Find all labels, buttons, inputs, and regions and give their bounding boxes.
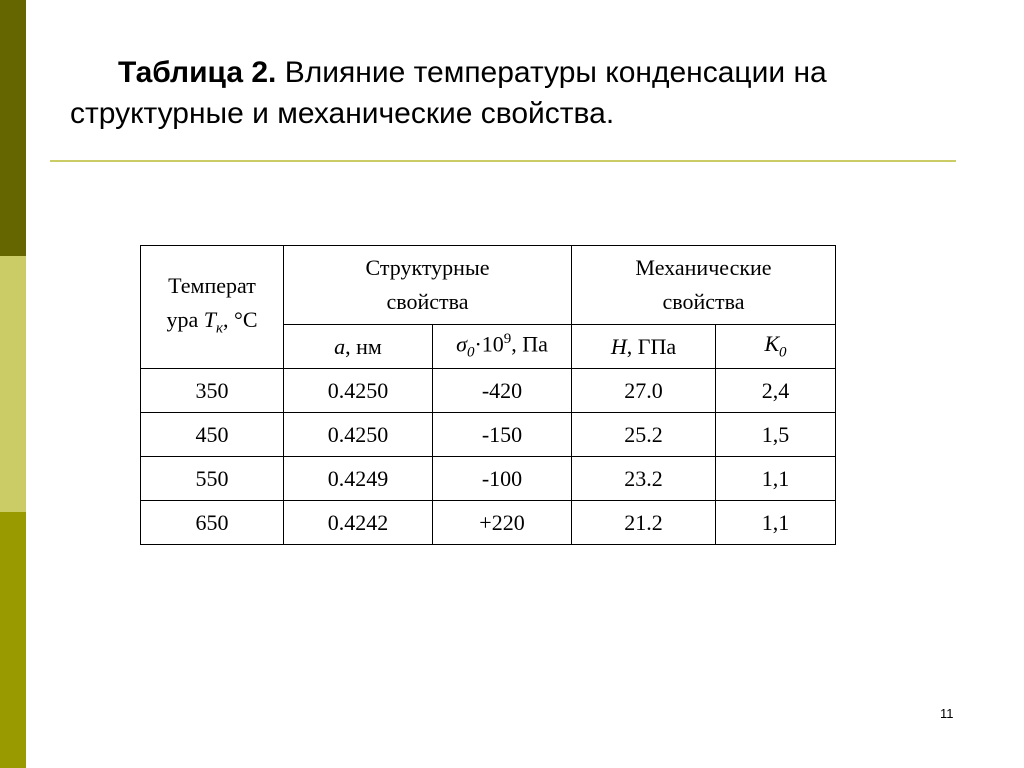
- stress-subscript: 0: [466, 344, 475, 361]
- temperature-unit: , °С: [223, 306, 258, 332]
- title-divider: [50, 160, 956, 162]
- header-stress: [433, 325, 572, 369]
- page-number: 11: [940, 706, 954, 721]
- table-row: [141, 501, 836, 545]
- properties-table: [140, 245, 836, 545]
- table-row: [141, 369, 836, 413]
- header-structural: [284, 246, 572, 325]
- lattice-unit: , нм: [345, 333, 382, 359]
- cell-temperature: 350: [141, 369, 284, 413]
- header-mechanical-line2: свойства: [662, 289, 745, 314]
- header-temperature-line1: Температ: [168, 272, 256, 298]
- cell-hardness: 23.2: [572, 457, 716, 501]
- cell-hardness: 25.2: [572, 413, 716, 457]
- cell-k0: 1,1: [716, 501, 836, 545]
- header-temperature: [141, 246, 284, 369]
- stress-multiplier: ·10: [474, 331, 504, 357]
- header-k0: [716, 325, 836, 369]
- cell-temperature: 550: [141, 457, 284, 501]
- stress-unit: , Па: [511, 331, 548, 357]
- header-mechanical: [572, 246, 836, 325]
- hardness-unit: , ГПа: [626, 333, 677, 359]
- cell-stress: -100: [433, 457, 572, 501]
- header-lattice-parameter: [284, 325, 433, 369]
- cell-temperature: 650: [141, 501, 284, 545]
- cell-hardness: 27.0: [572, 369, 716, 413]
- left-accent-bar-middle: [0, 256, 26, 512]
- cell-stress: +220: [433, 501, 572, 545]
- cell-stress: -150: [433, 413, 572, 457]
- title-bold: Таблица 2.: [118, 56, 277, 89]
- cell-temperature: 450: [141, 413, 284, 457]
- cell-lattice: 0.4242: [284, 501, 433, 545]
- cell-stress: -420: [433, 369, 572, 413]
- header-hardness: [572, 325, 716, 369]
- cell-k0: 1,5: [716, 413, 836, 457]
- k-symbol: К: [764, 331, 780, 357]
- stress-symbol: σ: [456, 331, 467, 357]
- slide-title: [70, 52, 950, 134]
- lattice-symbol: a: [334, 333, 346, 359]
- cell-lattice: 0.4249: [284, 457, 433, 501]
- temperature-subscript: к: [216, 320, 224, 337]
- temperature-symbol: T: [203, 306, 216, 332]
- table-row: [141, 457, 836, 501]
- header-structural-line1: Структурные: [365, 255, 490, 280]
- cell-k0: 1,1: [716, 457, 836, 501]
- stress-exponent: 9: [503, 331, 512, 348]
- cell-k0: 2,4: [716, 369, 836, 413]
- cell-lattice: 0.4250: [284, 413, 433, 457]
- header-mechanical-line1: Механические: [635, 255, 772, 280]
- hardness-symbol: H: [610, 333, 627, 359]
- cell-lattice: 0.4250: [284, 369, 433, 413]
- k-subscript: 0: [779, 344, 787, 361]
- header-structural-line2: свойства: [386, 289, 469, 314]
- left-accent-bar-top: [0, 0, 26, 256]
- cell-hardness: 21.2: [572, 501, 716, 545]
- header-temperature-line2: ура: [166, 306, 204, 332]
- title-text: Влияние температуры конденсации на структурные и механические свойства.: [70, 56, 827, 130]
- left-accent-bar-bottom: [0, 512, 26, 768]
- table-row: [141, 413, 836, 457]
